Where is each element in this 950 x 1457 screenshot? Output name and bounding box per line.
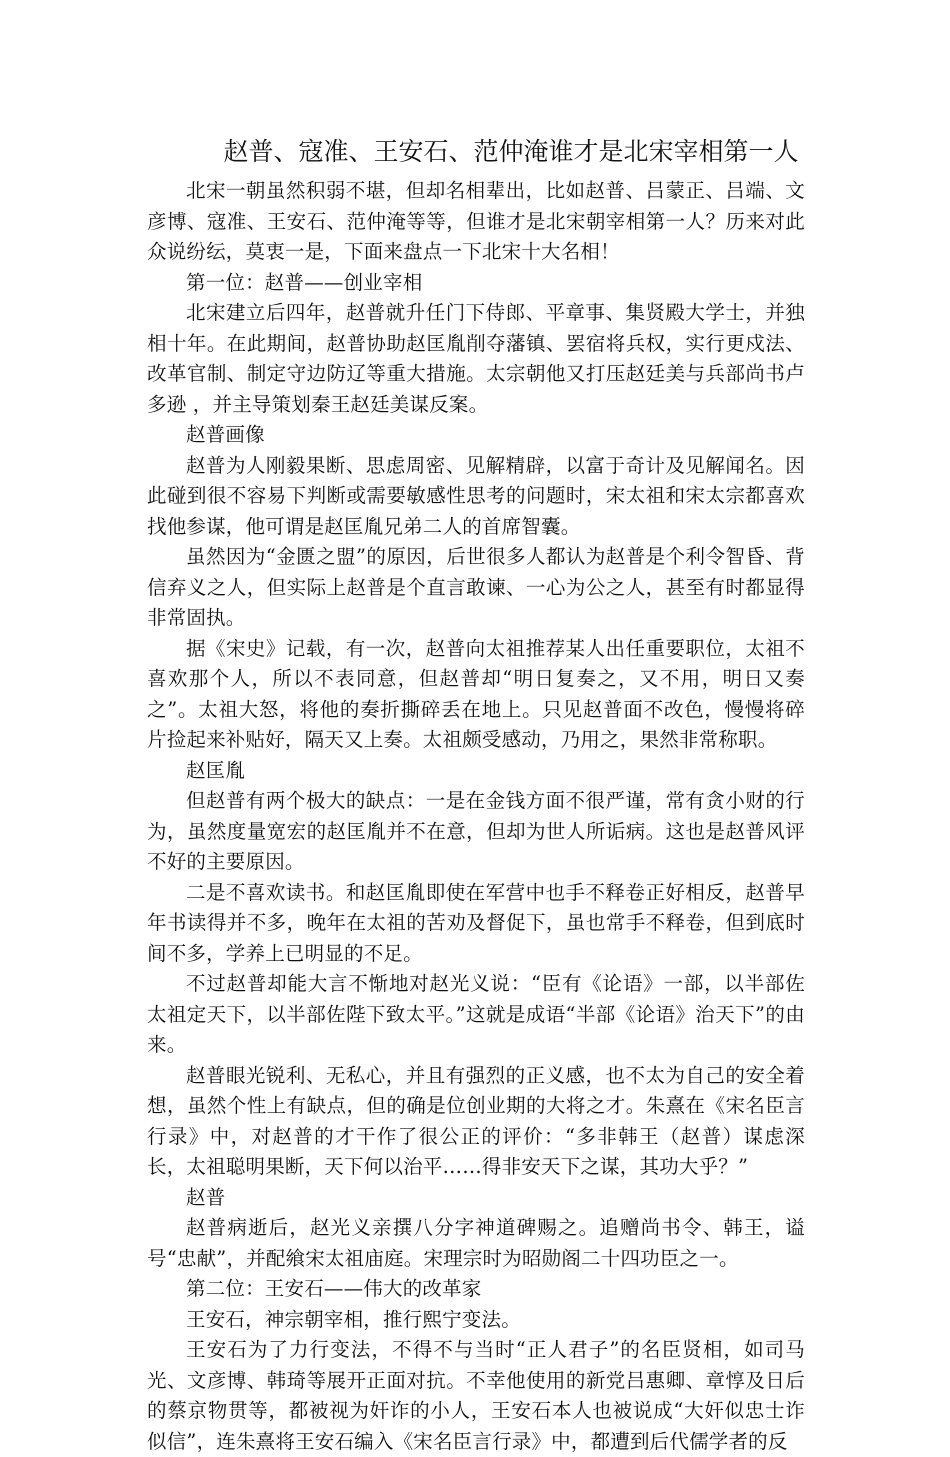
document-page [147,134,805,1457]
paragraph: 赵普为人刚毅果断、思虑周密、见解精辟，以富于奇计及见解闻名。因此碰到很不容易下判断或需要敏感性思考的问题时，宋太祖和宋太宗都喜欢找他参谋，他可谓是赵匡胤兄弟二人的首席智囊。 [147,453,805,538]
paragraph-intro: 北宋一朝虽然积弱不堪，但却名相辈出，比如赵普、吕蒙正、吕端、文彦博、寇准、王安石、范仲淹等等，但谁才是北宋朝宰相第一人？历来对此众说纷纭，莫衷一是，下面来盘点一下北宋十大名相！ [147,179,805,263]
paragraph: 王安石为了力行变法，不得不与当时“正人君子”的名臣贤相，如司马光、文彦博、韩琦等展开正面对抗。不幸他使用的新党吕惠卿、章惇及日后的蔡京物贯等，都被视为奸诈的小人，王安石本人也被说成“大奸似忠士诈似信”，连朱熹将王安石编入《宋名臣言行录》中，都遭到后代儒学者的反 [147,1338,805,1453]
paragraph: 据《宋史》记载，有一次，赵普向太祖推荐某人出任重要职位，太祖不喜欢那个人，所以不表同意，但赵普却“明日复奏之，又不用，明日又奏之”。太祖大怒，将他的奏折撕碎丢在地上。只见赵普面不改色，慢慢将碎片捡起来补贴好，隔天又上奏。太祖颇受感动，乃用之，果然非常称职。 [147,636,805,751]
paragraph: 但赵普有两个极大的缺点：一是在金钱方面不很严谨，常有贪小财的行为，虽然度量宽宏的赵匡胤并不在意，但却为世人所诟病。这也是赵普风评不好的主要原因。 [147,789,805,873]
document-title: 赵普、寇准、王安石、范仲淹谁才是北宋宰相第一人 [223,137,799,166]
paragraph: 王安石，神宗朝宰相，推行熙宁变法。 [186,1307,521,1331]
paragraph: 赵普眼光锐利、无私心，并且有强烈的正义感，也不太为自己的安全着想，虽然个性上有缺点，但的确是位创业期的大将之才。朱熹在《宋名臣言行录》中，对赵普的才干作了很公正的评价：“多非韩王（赵普）谋虑深长，太祖聪明果断，天下何以治平……得非安天下之谋，其功大乎？” [147,1063,805,1178]
image-caption: 赵普 [186,1185,226,1209]
document-body [147,176,805,1457]
paragraph: 赵普病逝后，赵光义亲撰八分字神道碑赐之。追赠尚书令、韩王，谥号“忠献”，并配飨宋太祖庙庭。宋理宗时为昭勋阁二十四功臣之一。 [147,1216,805,1270]
section-heading-zhao-pu: 第一位：赵普——创业宰相 [186,270,423,294]
section-heading-wang-anshi: 第二位：王安石——伟大的改革家 [186,1277,482,1300]
paragraph: 二是不喜欢读书。和赵匡胤即使在军营中也手不释卷正好相反，赵普早年书读得并不多，晚年在太祖的苦劝及督促下，虽也常手不释卷，但到底时间不多，学养上已明显的不足。 [147,880,805,965]
paragraph: 虽然因为“金匮之盟”的原因，后世很多人都认为赵普是个利令智昏、背信弃义之人，但实际上赵普是个直言敢谏、一心为公之人，甚至有时都显得非常固执。 [147,545,805,629]
paragraph: 不过赵普却能大言不惭地对赵光义说：“臣有《论语》一部，以半部佐太祖定天下，以半部佐陛下致太平。”这就是成语“半部《论语》治天下”的由来。 [147,972,805,1056]
paragraph: 北宋建立后四年，赵普就升任门下侍郎、平章事、集贤殿大学士，并独相十年。在此期间，赵普协助赵匡胤削夺藩镇、罢宿将兵权，实行更戍法、改革官制、制定守边防辽等重大措施。太宗朝他又打压赵廷美与兵部尚书卢多逊 ，并主导策划秦王赵廷美谋反案。 [147,301,805,416]
image-caption: 赵普画像 [186,423,265,446]
image-caption: 赵匡胤 [186,758,246,782]
